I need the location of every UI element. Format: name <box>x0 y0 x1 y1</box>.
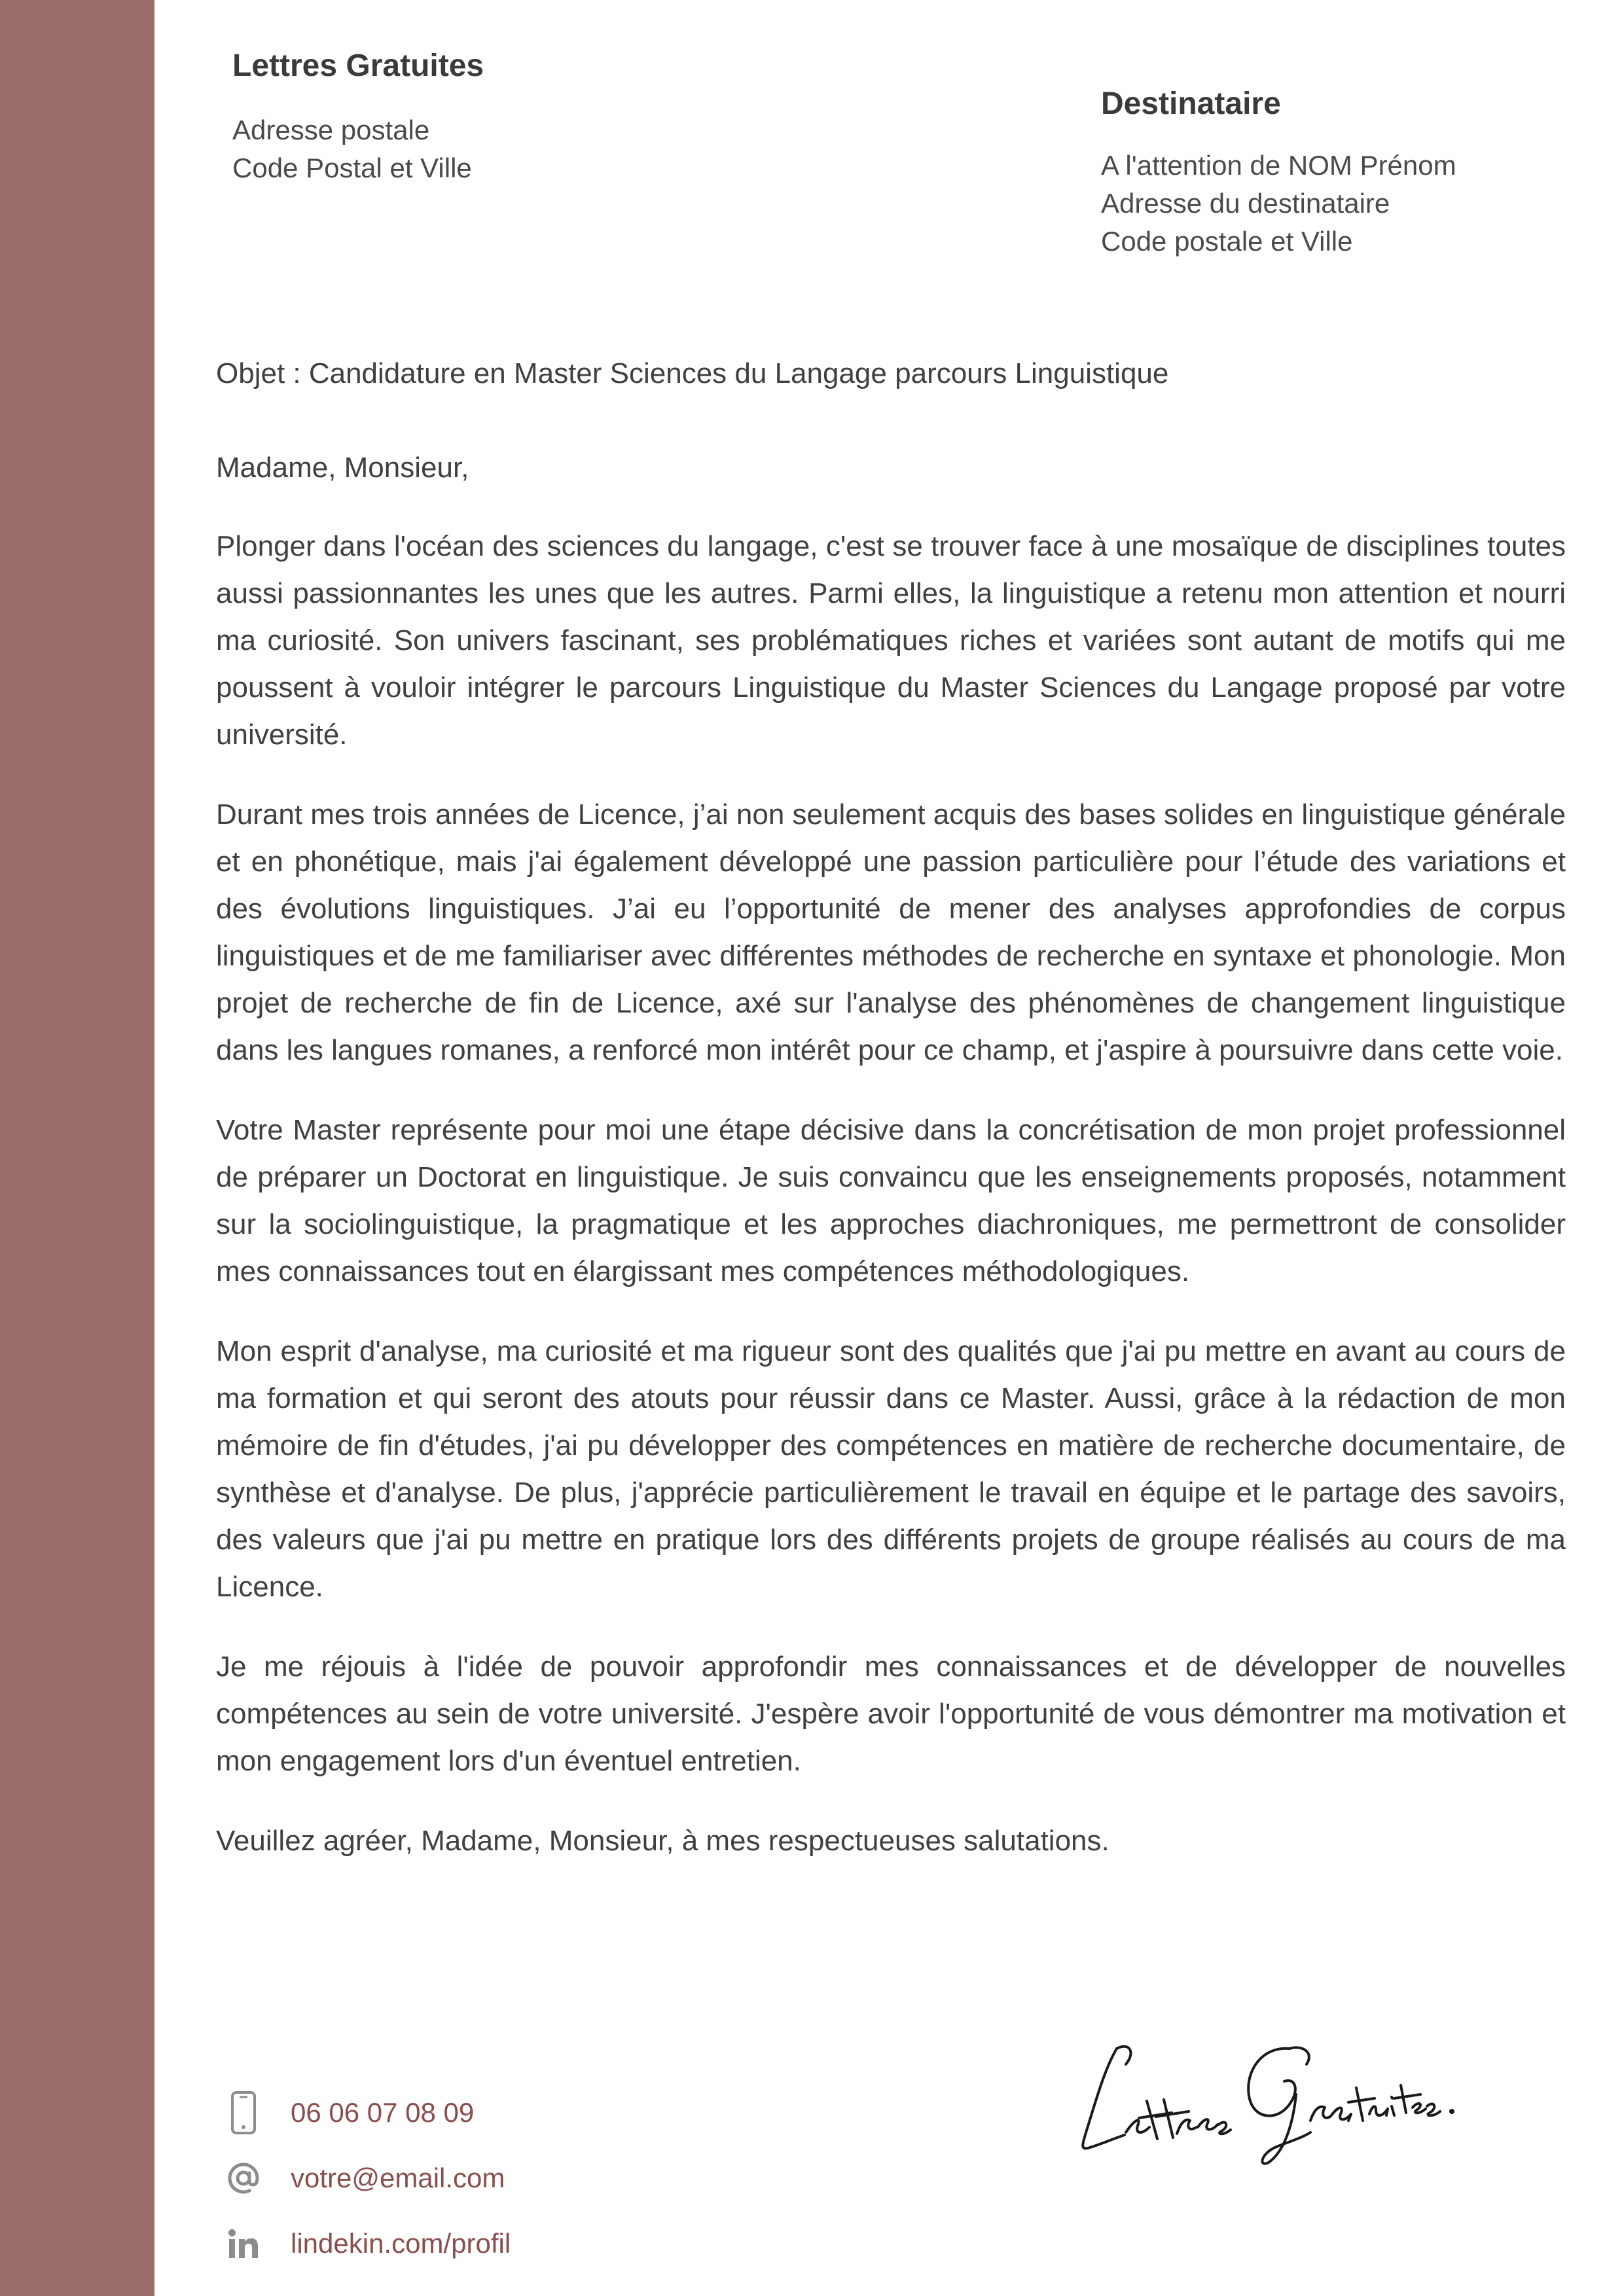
letter-paragraph: Votre Master représente pour moi une étape décisive dans la concrétisation de mon projet professionnel de préparer un Doctorat en linguistique. Je suis convaincu que les enseignements proposés, notamment sur la sociolinguistique, la pragmatique et les approches diachroniques, me permettront de consolider mes connaissances tout en élargissant mes compétences méthodologiques. <box>216 1114 1566 1287</box>
side-accent-bar <box>0 0 154 2296</box>
linkedin-link[interactable]: lindekin.com/profil <box>291 2228 511 2259</box>
letter-paragraph: Plonger dans l'océan des sciences du langage, c'est se trouver face à une mosaïque de disciplines toutes aussi passionnantes les unes que les autres. Parmi elles, la linguistique a retenu mon attention et nourri ma curiosité. Son univers fascinant, ses problématiques riches et variées sont autant de motifs qui me poussent à vouloir intégrer le parcours Linguistique du Master Sciences du Langage proposé par votre université. <box>216 530 1566 751</box>
recipient-title: Destinataire <box>1101 86 1281 121</box>
phone-number[interactable]: 06 06 07 08 09 <box>291 2097 475 2128</box>
letter-greeting: Madame, Monsieur, <box>216 452 469 484</box>
phone-icon <box>228 2090 259 2136</box>
letter-paragraph: Je me réjouis à l'idée de pouvoir approfondir mes connaissances et de développer de nouvelles compétences au sein de votre université. J'espère avoir l'opportunité de vous démontrer ma motivation et mon engagement lors d'un éventuel entretien. <box>216 1651 1566 1777</box>
contact-linkedin <box>228 2211 511 2276</box>
sender-block <box>232 47 484 187</box>
letter-body <box>216 350 1566 1897</box>
recipient-attention: A l'attention de NOM Prénom <box>1101 149 1456 181</box>
letter-closing: Veuillez agréer, Madame, Monsieur, à mes respectueuses salutations. <box>216 1825 1110 1857</box>
contact-email <box>228 2145 511 2211</box>
sender-name: Lettres Gratuites <box>232 48 484 83</box>
recipient-block <box>1101 85 1456 260</box>
sender-address: Adresse postale <box>232 114 430 145</box>
email-link[interactable]: votre@email.com <box>291 2162 505 2193</box>
recipient-city: Code postale et Ville <box>1101 225 1353 257</box>
letter-paragraph: Mon esprit d'analyse, ma curiosité et ma rigueur sont des qualités que j'ai pu mettre en avant au cours de ma formation et qui seront des atouts pour réussir dans ce Master. Aussi, grâce à la rédaction de mon mémoire de fin d'études, j'ai pu développer des compétences en matière de recherche documentaire, de synthèse et d'analyse. De plus, j'apprécie particulièrement le travail en équipe et le partage des savoirs, des valeurs que j'ai pu mettre en pratique lors des différents projets de groupe réalisés au cours de ma Licence. <box>216 1335 1566 1603</box>
at-sign-icon <box>228 2155 259 2201</box>
letter-subject: Objet : Candidature en Master Sciences du Langage parcours Linguistique <box>216 357 1169 389</box>
linkedin-icon <box>228 2221 259 2267</box>
letter-paragraph: Durant mes trois années de Licence, j’ai non seulement acquis des bases solides en linguistique générale et en phonétique, mais j'ai également développé une passion particulière pour l’étude des variations et des évolutions linguistiques. J’ai eu l’opportunité de mener des analyses approfondies de corpus linguistiques et de me familiariser avec différentes méthodes de recherche en syntaxe et phonologie. Mon projet de recherche de fin de Licence, axé sur l'analyse des phénomènes de changement linguistique dans les langues romanes, a renforcé mon intérêt pour ce champ, et j'aspire à poursuivre dans cette voie. <box>216 798 1566 1066</box>
sender-city: Code Postal et Ville <box>232 152 472 183</box>
recipient-address: Adresse du destinataire <box>1101 187 1390 219</box>
contact-list <box>228 2080 511 2276</box>
contact-phone <box>228 2080 511 2145</box>
handwritten-signature <box>1074 2022 1460 2166</box>
